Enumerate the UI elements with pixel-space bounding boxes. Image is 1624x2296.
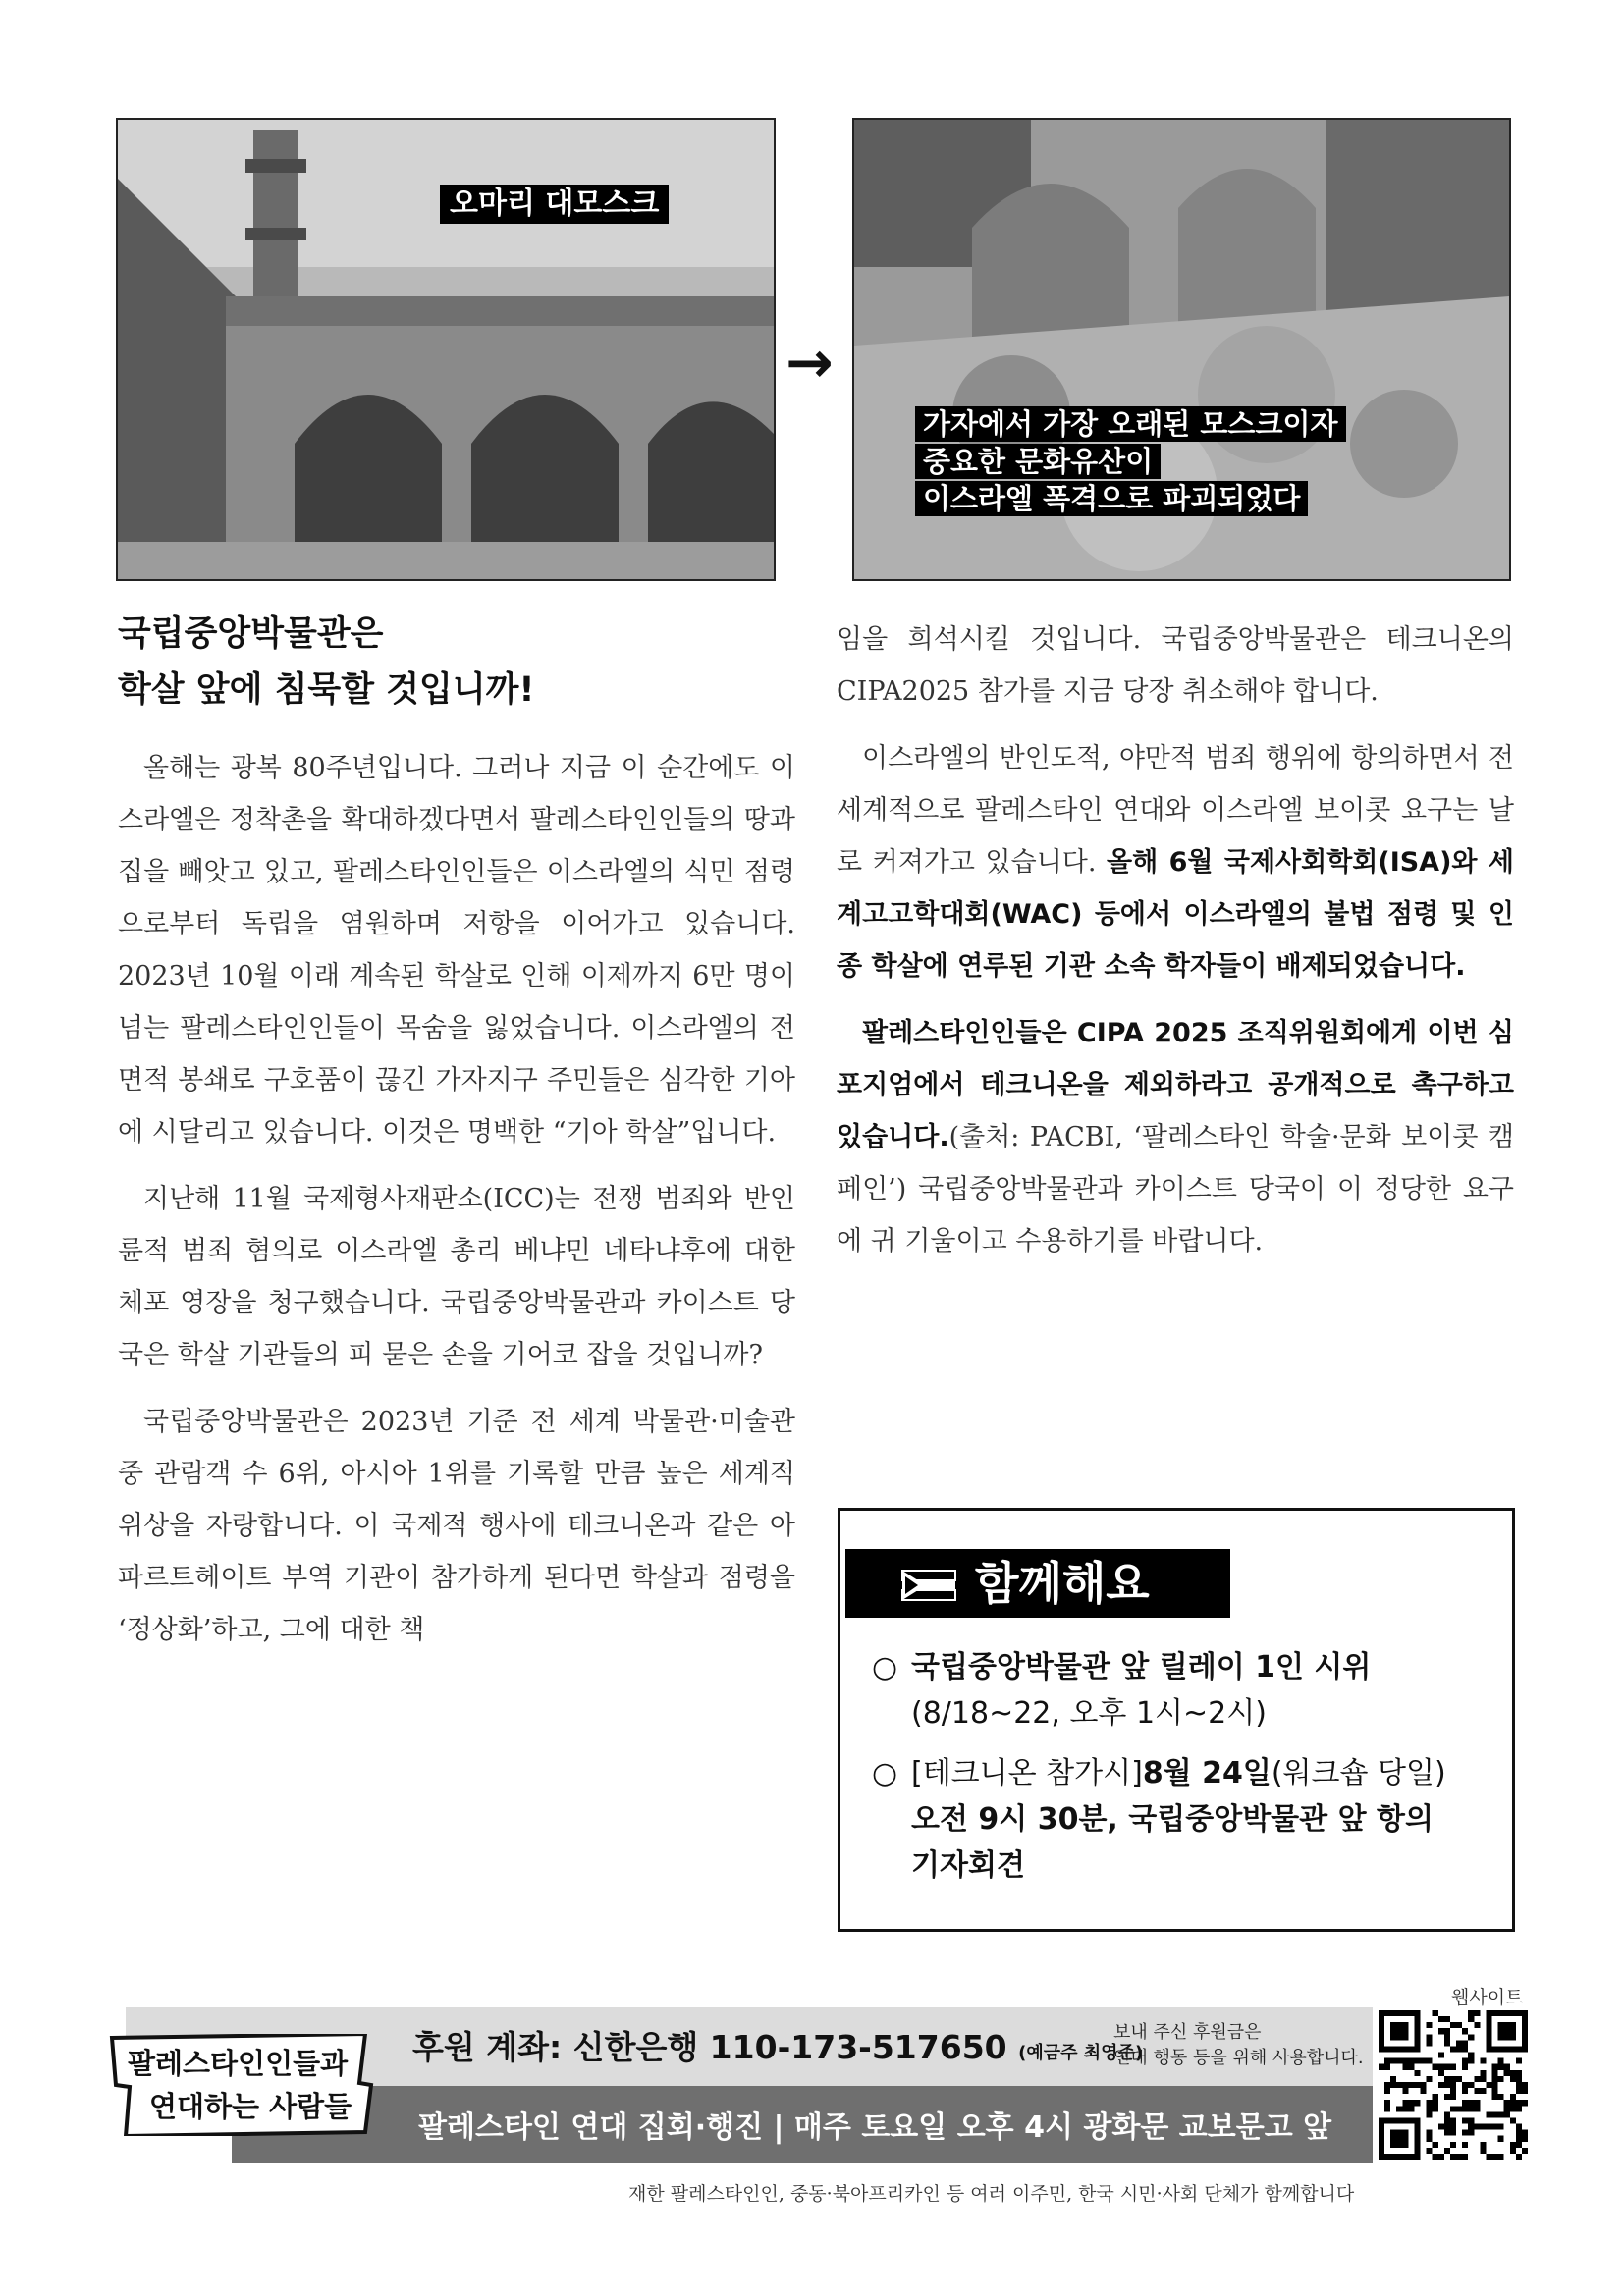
qr-code-icon[interactable] (1379, 2010, 1528, 2160)
event-2-suffix: (워크숍 당일) (1271, 1756, 1446, 1790)
paragraph-5-bold: 팔레스타인인들은 CIPA 2025 조직위원회에게 이번 심포지엄에서 테크니온을 제외하라고 공개적으로 촉구하고 있습니다. (837, 1018, 1514, 1152)
headline-line-1: 국립중앙박물관은 (118, 614, 384, 654)
organization-logo (108, 2034, 375, 2136)
event-list (872, 1644, 1500, 1889)
coalition-note: 재한 팔레스타인인, 중동·북아프리카인 등 여러 이주민, 한국 시민·사회 단체가 함께합니다 (628, 2183, 1355, 2205)
circle-bullet-icon: ○ (872, 1650, 898, 1684)
mosque-caption: 오마리 대모스크 (440, 185, 669, 224)
paragraph-4 (837, 732, 1514, 992)
donation-account (412, 2022, 1143, 2068)
paragraph-1: 올해는 광복 80주년입니다. 그러나 지금 이 순간에도 이스라엘은 정착촌을 확대하겠다면서 팔레스타인인들의 땅과 집을 빼앗고 있고, 팔레스타인인들은 이스라엘의 식민 점령으로부터 독립을 염원하며 저항을 이어가고 있습니다. 2023년 10월 이래 계속된 학살로 인해 이제까지 6만 명이 넘는 팔레스타인인들이 목숨을 잃었습니다. 이스라엘의 전면적 봉쇄로 구호품이 끊긴 가자지구 주민들은 심각한 기아에 시달리고 있습니다. 이것은 명백한 “기아 학살”입니다. (118, 753, 795, 1148)
event-2-date: 8월 24일 (1142, 1756, 1272, 1790)
arrow-right-icon: → (785, 329, 834, 396)
paragraph-3-continued: 임을 희석시킬 것입니다. 국립중앙박물관은 테크니온의 CIPA2025 참가를 지금 당장 취소해야 합니다. (837, 624, 1514, 707)
headline-line-2: 학살 앞에 침묵할 것입니까! (118, 670, 535, 710)
paragraph-3: 국립중앙박물관은 2023년 기준 전 세계 박물관·미술관 중 관람객 수 6위, 아시아 1위를 기록할 만큼 높은 세계적 위상을 자랑합니다. 이 국제적 행사에 테크니온과 같은 아파르트헤이트 부역 기관이 참가하게 된다면 학살과 점령을 ‘정상화’하고, 그에 대한 책 (118, 1407, 795, 1645)
website-label: 웹사이트 (1451, 1987, 1524, 2008)
organization-name-line-1: 팔레스타인인들과 (128, 2047, 349, 2080)
paragraph-2: 지난해 11월 국제형사재판소(ICC)는 전쟁 범죄와 반인륜적 범죄 혐의로 이스라엘 총리 베냐민 네타냐후에 대한 체포 영장을 청구했습니다. 국립중앙박물관과 카이스트 당국은 학살 기관들의 피 묻은 손을 기어코 잡을 것입니까? (118, 1184, 795, 1370)
weekly-rally-info: 팔레스타인 연대 집회·행진 | 매주 토요일 오후 4시 광화문 교보문고 앞 (418, 2110, 1332, 2145)
website-qr-code[interactable] (1379, 2010, 1528, 2160)
event-1-detail: (8/18~22, 오후 1시~2시) (911, 1696, 1267, 1731)
right-column (837, 614, 1514, 1267)
paragraph-5-plain: (출처: PACBI, ‘팔레스타인 학술·문화 보이콧 캠페인’) 국립중앙박물관과 카이스트 당국이 이 정당한 요구에 귀 기울이고 수용하기를 바랍니다. (837, 1122, 1514, 1256)
mosque-before-photo (116, 118, 776, 581)
donation-note-line-1: 보내 주신 후원금은 (1113, 2022, 1262, 2043)
circle-bullet-icon: ○ (872, 1756, 898, 1790)
destruction-caption-line-2: 중요한 문화유산이 (915, 444, 1161, 479)
destruction-caption-line-3: 이스라엘 폭격으로 파괴되었다 (915, 481, 1308, 516)
paragraph-4-bold: 올해 6월 국제사회학회(ISA)와 세계고고학대회(WAC) 등에서 이스라엘의 불법 점령 및 인종 학살에 연루된 기관 소속 학자들이 배제되었습니다. (837, 847, 1514, 982)
join-us-box (838, 1508, 1515, 1932)
event-2-line-2: 오전 9시 30분, 국립중앙박물관 앞 항의 (911, 1802, 1434, 1837)
mosque-destroyed-photo (852, 118, 1511, 581)
event-2-line-1 (911, 1750, 1500, 1796)
account-holder: (예금주 최영준) (1018, 2043, 1144, 2063)
event-item-press-conference (872, 1750, 1500, 1889)
donation-note (1113, 2020, 1364, 2071)
paragraph-4-plain: 이스라엘의 반인도적, 야만적 범죄 행위에 항의하면서 전 세계적으로 팔레스타인 연대와 이스라엘 보이콧 요구는 날로 커져가고 있습니다. (837, 743, 1514, 878)
event-2-line-3: 기자회견 (911, 1848, 1025, 1883)
paragraph-5 (837, 1007, 1514, 1267)
account-number: 후원 계좌: 신한은행 110-173-517650 (412, 2028, 1007, 2066)
palestine-flag-icon (900, 1569, 957, 1602)
organization-name-line-2: 연대하는 사람들 (149, 2090, 352, 2123)
join-us-title-bar (845, 1549, 1230, 1618)
left-column (118, 742, 795, 1656)
join-us-title: 함께해요 (975, 1557, 1150, 1610)
event-1-title: 국립중앙박물관 앞 릴레이 1인 시위 (911, 1650, 1372, 1684)
event-item-relay-protest (872, 1644, 1500, 1736)
destruction-caption-line-1: 가자에서 가장 오래된 모스크이자 (915, 406, 1346, 442)
destruction-caption (915, 406, 1346, 518)
event-2-prefix: [테크니온 참가시] (911, 1756, 1143, 1790)
donation-note-line-2: 연대 행동 등을 위해 사용합니다. (1113, 2048, 1364, 2068)
headline (118, 607, 534, 719)
